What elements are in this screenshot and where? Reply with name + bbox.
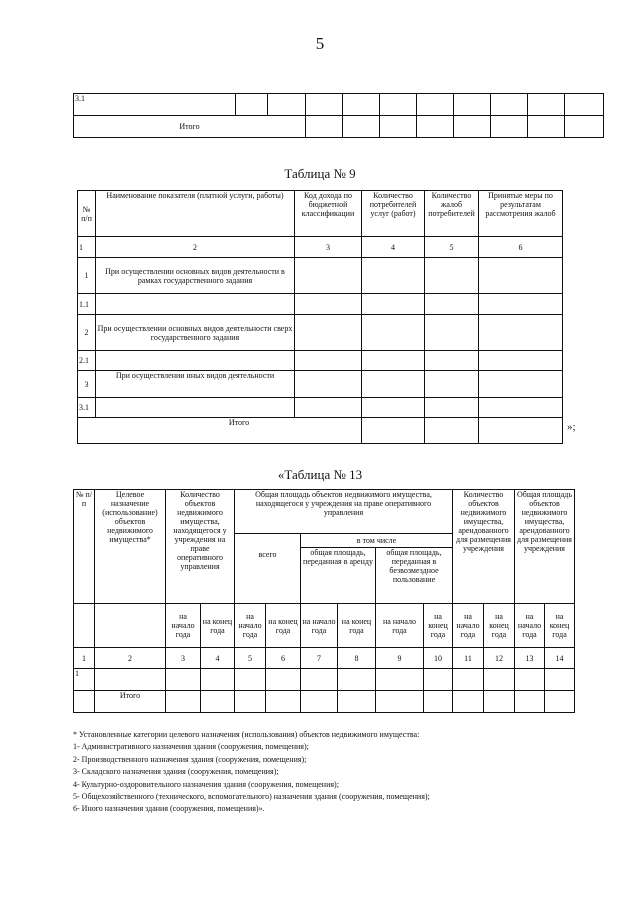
footnote: 3- Складского назначения здания (сооружения, помещения);	[73, 767, 279, 777]
table-13	[73, 489, 575, 713]
column-number: 3	[295, 237, 362, 258]
column-header: № п/п	[78, 191, 96, 237]
table-row	[78, 371, 563, 398]
column-number: 6	[479, 237, 563, 258]
column-number: 11	[453, 648, 484, 669]
row-label: При осуществлении основных видов деятельности в рамках государственного задания	[96, 258, 295, 294]
footnote: 5- Общехозяйственного (технического, вспомогательного) назначения здания (сооружения, помещения);	[73, 792, 430, 802]
row-number: 1	[78, 258, 96, 294]
column-number: 8	[338, 648, 376, 669]
table-row	[74, 94, 604, 116]
column-header: на начало года	[301, 604, 338, 648]
column-header: общая площадь, переданная в безвозмездное пользование	[376, 548, 453, 604]
table-13-caption: «Таблица № 13	[277, 467, 363, 482]
column-header: общая площадь, переданная в аренду	[301, 548, 376, 604]
table-row	[74, 691, 575, 713]
column-number: 4	[362, 237, 425, 258]
column-number: 12	[484, 648, 515, 669]
column-header: на начало года	[166, 604, 201, 648]
total-label: Итого	[74, 116, 306, 138]
column-header: всего	[235, 534, 301, 604]
row-number: 1	[74, 669, 95, 691]
row-number: 3.1	[74, 94, 236, 116]
column-number-row	[78, 237, 563, 258]
column-header: в том числе	[301, 534, 453, 548]
column-number: 5	[425, 237, 479, 258]
column-header: № п/п	[74, 490, 95, 604]
column-header: Количество жалоб потребителей	[425, 191, 479, 237]
table-9	[77, 190, 563, 444]
column-number: 13	[515, 648, 545, 669]
footnote: 1- Административного назначения здания (сооружения, помещения);	[73, 742, 309, 752]
column-header: на конец года	[545, 604, 575, 648]
footnotes	[73, 729, 573, 816]
table-9-caption: Таблица № 9	[284, 166, 356, 181]
column-number: 9	[376, 648, 424, 669]
footnote: 2- Производственного назначения здания (сооружения, помещения);	[73, 754, 307, 764]
column-number: 10	[424, 648, 453, 669]
column-number: 1	[74, 648, 95, 669]
table-header-row	[74, 604, 575, 648]
table-row	[78, 351, 563, 371]
total-label: Итого	[78, 418, 362, 444]
column-header: Количество объектов недвижимого имущества, арендованного для размещения учреждения	[453, 490, 515, 604]
table-header-row	[74, 490, 575, 534]
table-row	[78, 258, 563, 294]
column-header: на начало года	[453, 604, 484, 648]
column-number: 7	[301, 648, 338, 669]
column-number: 14	[545, 648, 575, 669]
page-number: 5	[315, 34, 325, 53]
column-header: Общая площадь объектов недвижимого имущества, арендованного для размещения учреждения	[515, 490, 575, 604]
column-header: Целевое назначение (использование) объектов недвижимого имущества*	[95, 490, 166, 604]
column-header: на конец года	[484, 604, 515, 648]
footnote: 4- Культурно-оздоровительного назначения здания (сооружения, помещения);	[73, 779, 339, 789]
table-8-tail	[73, 93, 604, 138]
column-header: на начало года	[235, 604, 266, 648]
row-number: 3	[78, 371, 96, 398]
table-row	[74, 116, 604, 138]
column-header: Принятые меры по результатам рассмотрения жалоб	[479, 191, 563, 237]
row-number: 3.1	[78, 398, 96, 418]
column-number: 2	[96, 237, 295, 258]
table-header-row	[78, 191, 563, 237]
column-header: на конец года	[266, 604, 301, 648]
column-header: на начало года	[515, 604, 545, 648]
column-header: на конец года	[424, 604, 453, 648]
table-row	[78, 294, 563, 315]
footnote: 6- Иного назначения здания (сооружения, помещения)».	[73, 804, 265, 814]
column-header: Наименование показателя (платной услуги, работы)	[96, 191, 295, 237]
column-number: 6	[266, 648, 301, 669]
column-number: 2	[95, 648, 166, 669]
row-number: 2.1	[78, 351, 96, 371]
column-header: Количество объектов недвижимого имущества, находящегося у учреждения на праве оперативного управления	[166, 490, 235, 604]
row-label: При осуществлении основных видов деятельности сверх государственного задания	[96, 315, 295, 351]
column-header: Количество потребителей услуг (работ)	[362, 191, 425, 237]
footnote: * Установленные категории целевого назначения (использования) объектов недвижимого имущества:	[73, 730, 420, 739]
table-row	[74, 669, 575, 691]
row-label: При осуществлении иных видов деятельности	[96, 371, 295, 398]
table-row	[78, 418, 563, 444]
row-number: 1.1	[78, 294, 96, 315]
column-number: 3	[166, 648, 201, 669]
column-header: на начало года	[376, 604, 424, 648]
column-header: Общая площадь объектов недвижимого имущества, находящегося у учреждения на праве оперативного управления	[235, 490, 453, 534]
column-number-row	[74, 648, 575, 669]
column-number: 4	[201, 648, 235, 669]
column-header: на конец года	[201, 604, 235, 648]
column-number: 1	[78, 237, 96, 258]
table-9-closing: »;	[567, 421, 576, 433]
table-row	[78, 398, 563, 418]
row-number: 2	[78, 315, 96, 351]
column-header: на конец года	[338, 604, 376, 648]
total-label: Итого	[95, 691, 166, 713]
column-number: 5	[235, 648, 266, 669]
table-row	[78, 315, 563, 351]
column-header: Код дохода по бюджетной классификации	[295, 191, 362, 237]
